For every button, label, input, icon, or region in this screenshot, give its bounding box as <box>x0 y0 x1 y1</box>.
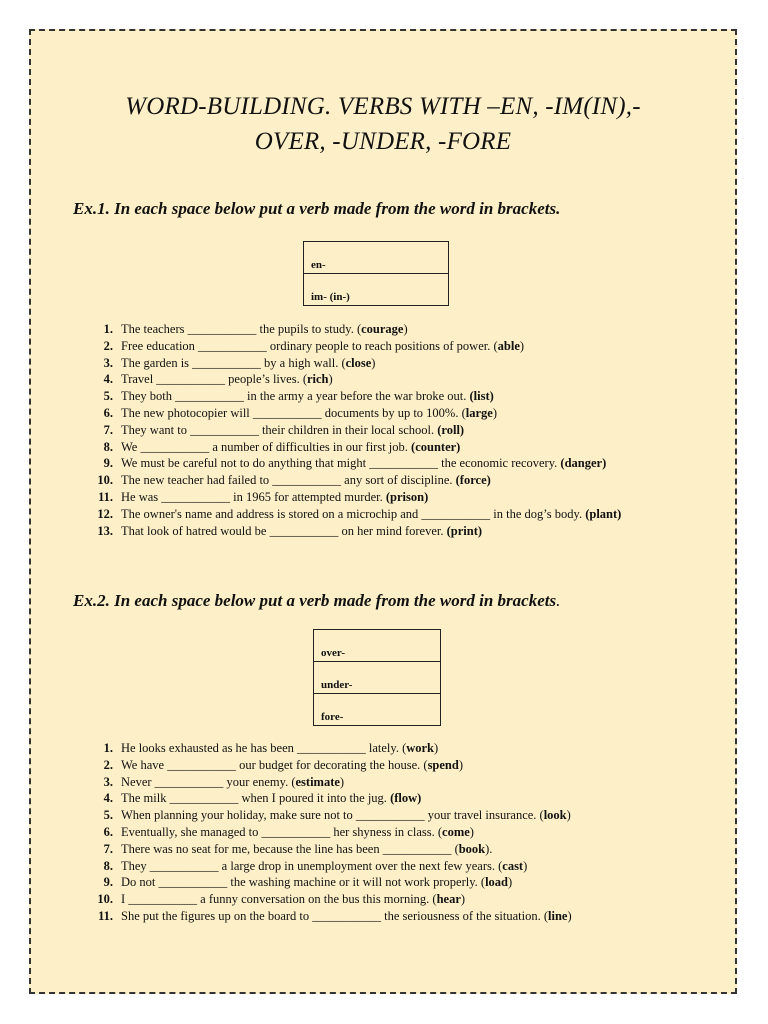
exercise-item <box>91 405 691 422</box>
exercise-1-list <box>91 321 691 539</box>
item-hint: hear <box>436 892 461 907</box>
item-after: ) <box>403 322 408 336</box>
item-number: 2. <box>103 757 113 772</box>
item-hint: courage <box>361 322 404 336</box>
item-after: ) <box>328 372 333 387</box>
item-hint: large <box>465 405 493 420</box>
item-hint: rich <box>306 372 329 387</box>
item-text: We ___________ a number of difficulties in our first job. <box>121 439 412 454</box>
item-text: We have ___________ our budget for decorating the house. ( <box>121 757 428 772</box>
exercise-item <box>91 790 691 807</box>
item-text: He looks exhausted as he has been ___________ lately. ( <box>121 741 407 755</box>
item-after: ) <box>469 824 474 839</box>
exercise-item <box>91 489 691 506</box>
item-hint: able <box>497 338 520 353</box>
title-line-1: WORD-BUILDING. VERBS WITH –EN, -IM(IN),- <box>125 93 641 120</box>
item-after: ). <box>485 841 493 856</box>
item-hint: estimate <box>295 774 340 789</box>
exercise-item <box>91 740 691 757</box>
item-number: 5. <box>103 808 113 823</box>
prefix-cell-en: en- <box>304 242 449 274</box>
item-number: 9. <box>103 456 113 471</box>
item-number: 3. <box>103 774 113 789</box>
item-after: ) <box>523 858 528 873</box>
exercise-2-heading <box>73 591 560 611</box>
item-number: 9. <box>103 875 113 890</box>
item-number: 10. <box>97 473 113 488</box>
item-text: We must be careful not to do anything that might ___________ the economic recovery. <box>121 456 561 471</box>
exercise-item <box>91 439 691 456</box>
prefix-cell-over: over- <box>314 630 441 662</box>
item-number: 6. <box>103 405 113 420</box>
item-hint: book <box>458 841 486 856</box>
exercise-item <box>91 355 691 372</box>
item-hint: work <box>406 741 435 755</box>
exercise-item <box>91 874 691 891</box>
item-hint: look <box>543 808 567 823</box>
title-line-2: OVER, -UNDER, -FORE <box>254 128 512 155</box>
exercise-item <box>91 422 691 439</box>
item-text: She put the figures up on the board to ___________ the seriousness of the situation. ( <box>121 908 549 923</box>
exercise-item <box>91 841 691 858</box>
exercise-item <box>91 506 691 523</box>
exercise-item <box>91 774 691 791</box>
item-text: The new photocopier will ___________ documents by up to 100%. ( <box>121 405 466 420</box>
exercise-item <box>91 858 691 875</box>
item-hint: (prison) <box>385 489 429 504</box>
item-number: 11. <box>98 908 113 923</box>
exercise-item <box>91 321 691 338</box>
item-hint: close <box>345 355 372 370</box>
item-number: 11. <box>98 489 113 504</box>
exercise-2-list <box>91 740 691 925</box>
item-hint: (counter) <box>411 439 461 454</box>
exercise-1-heading: Ex.1. In each space below put a verb made from the word in brackets. <box>73 199 561 218</box>
item-number: 3. <box>103 355 113 370</box>
item-hint: (list) <box>469 389 494 404</box>
item-after: ) <box>371 355 376 370</box>
item-hint: (flow) <box>390 791 422 806</box>
item-number: 2. <box>103 338 113 353</box>
item-after: ) <box>508 875 513 890</box>
item-after: ) <box>460 892 466 907</box>
exercise-item <box>91 908 691 925</box>
item-hint: spend <box>427 757 459 772</box>
item-after: ) <box>492 405 497 420</box>
item-number: 6. <box>103 824 113 839</box>
item-text: He was ___________ in 1965 for attempted murder. <box>121 489 386 504</box>
item-hint: come <box>442 824 470 839</box>
page-title <box>31 89 735 159</box>
exercise-1-prefix-table <box>303 241 449 306</box>
item-number: 1. <box>103 322 113 336</box>
exercise-item <box>91 388 691 405</box>
item-text: The teachers ___________ the pupils to study. ( <box>121 322 362 336</box>
exercise-2-heading-trail: . <box>556 591 561 610</box>
item-text: There was no seat for me, because the line has been ___________ ( <box>121 841 459 856</box>
item-after: ) <box>519 338 525 353</box>
prefix-cell-under: under- <box>314 662 441 694</box>
item-after: ) <box>434 741 439 755</box>
item-text: Do not ___________ the washing machine or it will not work properly. ( <box>121 875 486 890</box>
item-number: 4. <box>103 372 113 387</box>
item-text: Travel ___________ people’s lives. ( <box>121 372 307 387</box>
item-text: The milk ___________ when I poured it into the jug. <box>121 791 391 806</box>
prefix-cell-fore: fore- <box>314 694 441 726</box>
item-number: 8. <box>103 858 113 873</box>
item-text: Eventually, she managed to ___________ her shyness in class. ( <box>121 824 443 839</box>
item-text: They ___________ a large drop in unemployment over the next few years. ( <box>121 858 503 873</box>
item-number: 10. <box>97 892 113 907</box>
worksheet-page <box>29 29 737 994</box>
exercise-item <box>91 891 691 908</box>
item-hint: (roll) <box>437 422 465 437</box>
item-text: The garden is ___________ by a high wall. ( <box>121 355 346 370</box>
prefix-cell-im-in: im- (in-) <box>304 274 449 306</box>
item-number: 7. <box>103 841 113 856</box>
item-text: That look of hatred would be ___________ on her mind forever. <box>121 523 447 538</box>
item-number: 12. <box>97 506 113 521</box>
exercise-item <box>91 824 691 841</box>
item-hint: line <box>548 908 568 923</box>
exercise-item <box>91 523 691 540</box>
item-text: When planning your holiday, make sure not to ___________ your travel insurance. ( <box>121 808 544 823</box>
item-text: The new teacher had failed to ___________ any sort of discipline. <box>121 473 456 488</box>
exercise-2-prefix-table <box>313 629 441 726</box>
item-after: ) <box>458 757 464 772</box>
item-text: The owner's name and address is stored on a microchip and ___________ in the dog’s body. <box>121 506 586 521</box>
item-hint: (danger) <box>560 456 607 471</box>
item-text: I ___________ a funny conversation on the bus this morning. ( <box>121 892 437 907</box>
item-number: 4. <box>103 791 113 806</box>
item-number: 5. <box>103 389 113 404</box>
item-after: ) <box>566 808 571 823</box>
item-hint: (plant) <box>585 506 622 521</box>
exercise-2-heading-text: Ex.2. In each space below put a verb made from the word in brackets <box>73 591 557 610</box>
exercise-item <box>91 472 691 489</box>
item-text: They both ___________ in the army a year before the war broke out. <box>121 389 470 404</box>
item-text: They want to ___________ their children in their local school. <box>121 422 438 437</box>
exercise-item <box>91 371 691 388</box>
item-hint: (print) <box>446 523 483 538</box>
item-after: ) <box>339 774 345 789</box>
exercise-item <box>91 807 691 824</box>
item-number: 8. <box>103 439 113 454</box>
item-hint: (force) <box>455 473 491 488</box>
exercise-item <box>91 338 691 355</box>
item-number: 1. <box>103 741 113 755</box>
item-number: 13. <box>97 523 113 538</box>
item-hint: cast <box>502 858 524 873</box>
item-hint: load <box>485 875 508 890</box>
item-number: 7. <box>103 422 113 437</box>
item-text: Never ___________ your enemy. ( <box>121 774 296 789</box>
exercise-item <box>91 757 691 774</box>
exercise-item <box>91 455 691 472</box>
item-text: Free education ___________ ordinary people to reach positions of power. ( <box>121 338 498 353</box>
item-after: ) <box>567 908 572 923</box>
